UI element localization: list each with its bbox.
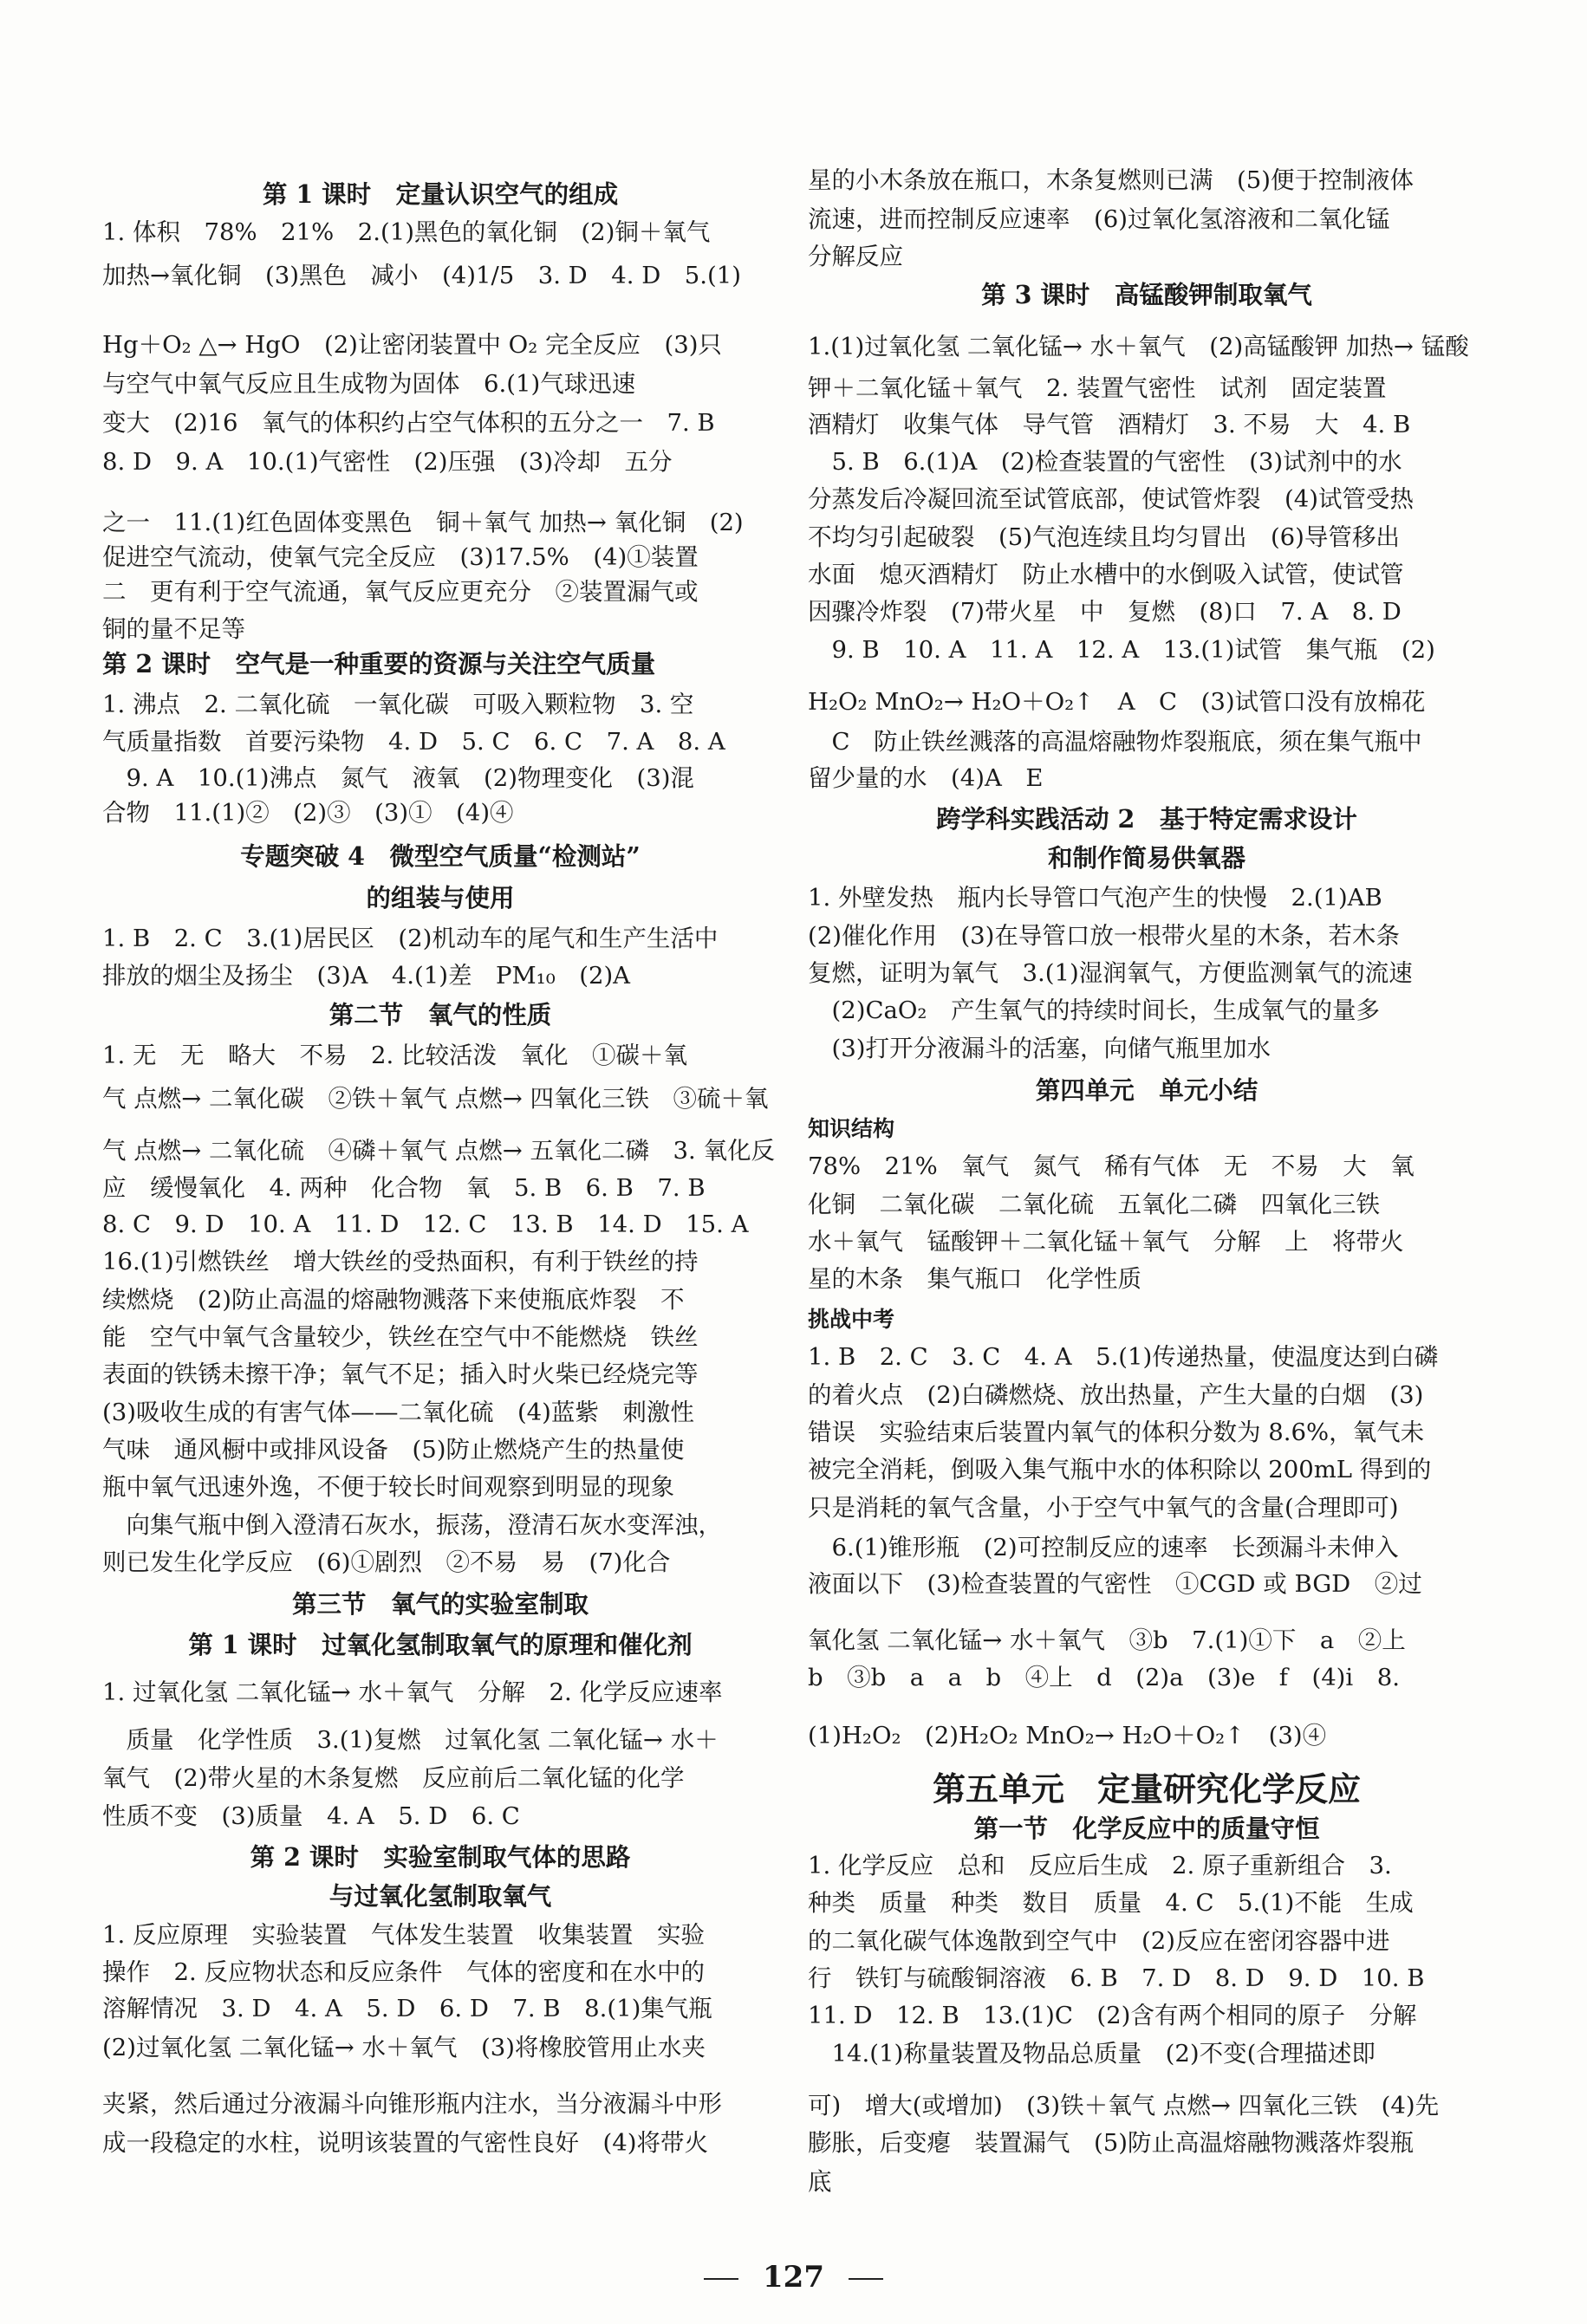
left-heading: 第 2 课时 空气是一种重要的资源与关注空气质量: [102, 649, 656, 678]
left-heading: 第三节 氧气的实验室制取: [291, 1589, 589, 1619]
right-text-line: 流速，进而控制反应速率 (6)过氧化氢溶液和二氧化锰: [808, 205, 1390, 233]
left-text-line: 应 缓慢氧化 4. 两种 化合物 氧 5. B 6. B 7. B: [102, 1174, 706, 1202]
left-text-line: 操作 2. 反应物状态和反应条件 气体的密度和在水中的: [102, 1958, 705, 1986]
left-text-line: 促进空气流动，使氧气完全反应 (3)17.5% (4)①装置: [102, 543, 699, 571]
right-text-line: 水面 熄灭酒精灯 防止水槽中的水倒吸入试管，使试管: [808, 561, 1404, 588]
right-text-line: 1. 化学反应 总和 反应后生成 2. 原子重新组合 3.: [808, 1852, 1392, 1879]
right-text-line: 氧化氢 二氧化锰→ 水＋氧气 ③b 7.(1)①下 a ②上: [808, 1626, 1406, 1654]
left-text-line: 溶解情况 3. D 4. A 5. D 6. D 7. B 8.(1)集气瓶: [102, 1995, 712, 2022]
left-text-line: 向集气瓶中倒入澄清石灰水，振荡，澄清石灰水变浑浊，: [102, 1511, 722, 1539]
right-heading: 第五单元 定量研究化学反应: [932, 1769, 1361, 1808]
left-text-line: 加热→氧化铜 (3)黑色 减小 (4)1/5 3. D 4. D 5.(1): [102, 262, 741, 289]
right-text-line: 水＋氧气 锰酸钾＋二氧化锰＋氧气 分解 上 将带火: [808, 1228, 1404, 1256]
left-text-line: 与空气中氧气反应且生成物为固体 6.(1)气球迅速: [102, 370, 636, 398]
right-heading: 和制作简易供氧器: [1047, 843, 1246, 873]
left-text-line: 8. D 9. A 10.(1)气密性 (2)压强 (3)冷却 五分: [102, 448, 673, 476]
left-text-line: 表面的铁锈未擦干净；氧气不足；插入时火柴已经烧完等: [102, 1360, 699, 1388]
right-text-line: 11. D 12. B 13.(1)C (2)含有两个相同的原子 分解: [808, 2002, 1417, 2029]
right-text-line: 分蒸发后冷凝回流至试管底部，使试管炸裂 (4)试管受热: [808, 485, 1414, 513]
right-text-line: H₂O₂ MnO₂→ H₂O＋O₂↑ A C (3)试管口没有放棉花: [808, 688, 1426, 716]
right-text-line: 种类 质量 种类 数目 质量 4. C 5.(1)不能 生成: [808, 1889, 1414, 1917]
right-text-line: 1. 外壁发热 瓶内长导管口气泡产生的快慢 2.(1)AB: [808, 884, 1382, 912]
right-text-line: 留少量的水 (4)A E: [808, 764, 1044, 792]
left-text-line: 气质量指数 首要污染物 4. D 5. C 6. C 7. A 8. A: [102, 728, 725, 756]
left-text-line: 1. 沸点 2. 二氧化硫 一氧化碳 可吸入颗粒物 3. 空: [102, 691, 694, 718]
right-text-line: 6.(1)锥形瓶 (2)可控制反应的速率 长颈漏斗未伸入: [808, 1534, 1399, 1561]
right-heading: 第一节 化学反应中的质量守恒: [973, 1814, 1320, 1843]
right-text-line: 14.(1)称量装置及物品总质量 (2)不变(合理描述即: [808, 2040, 1376, 2068]
right-heading: 跨学科实践活动 2 基于特定需求设计: [936, 804, 1357, 834]
right-text-line: C 防止铁丝溅落的高温熔融物炸裂瓶底，须在集气瓶中: [808, 728, 1422, 756]
left-text-line: 16.(1)引燃铁丝 增大铁丝的受热面积，有利于铁丝的持: [102, 1248, 699, 1276]
right-text-line: (1)H₂O₂ (2)H₂O₂ MnO₂→ H₂O＋O₂↑ (3)④: [808, 1722, 1327, 1749]
right-text-line: 不均匀引起破裂 (5)气泡连续且均匀冒出 (6)导管移出: [808, 523, 1400, 551]
right-heading: 知识结构: [808, 1116, 895, 1141]
right-text-line: (2)CaO₂ 产生氧气的持续时间长，生成氧气的量多: [808, 996, 1380, 1024]
right-text-line: 被完全消耗，倒吸入集气瓶中水的体积除以 200mL 得到的: [808, 1456, 1432, 1483]
right-text-line: 只是消耗的氧气含量，小于空气中氧气的含量(合理即可): [808, 1494, 1399, 1522]
left-heading: 的组装与使用: [366, 883, 515, 912]
left-text-line: 二 更有利于空气流通，氧气反应更充分 ②装置漏气或: [102, 578, 699, 606]
left-text-line: Hg＋O₂ △→ HgO (2)让密闭装置中 O₂ 完全反应 (3)只: [102, 331, 722, 359]
left-text-line: 9. A 10.(1)沸点 氮气 液氧 (2)物理变化 (3)混: [102, 764, 694, 792]
left-text-line: 8. C 9. D 10. A 11. D 12. C 13. B 14. D 15. A: [102, 1211, 749, 1238]
left-text-line: 夹紧，然后通过分液漏斗向锥形瓶内注水，当分液漏斗中形: [102, 2090, 722, 2118]
right-heading: 第四单元 单元小结: [1035, 1075, 1259, 1105]
left-text-line: 之一 11.(1)红色固体变黑色 铜＋氧气 加热→ 氧化铜 (2): [102, 509, 744, 536]
left-text-line: 气 点燃→ 二氧化硫 ④磷＋氧气 点燃→ 五氧化二磷 3. 氧化反: [102, 1137, 776, 1165]
left-text-line: 1. 过氧化氢 二氧化锰→ 水＋氧气 分解 2. 化学反应速率: [102, 1678, 723, 1706]
right-text-line: 9. B 10. A 11. A 12. A 13.(1)试管 集气瓶 (2): [808, 636, 1435, 664]
right-text-line: (2)催化作用 (3)在导管口放一根带火星的木条，若木条: [808, 922, 1400, 950]
right-heading: 第 3 课时 高锰酸钾制取氧气: [981, 280, 1312, 309]
left-text-line: 合物 11.(1)② (2)③ (3)① (4)④: [102, 799, 514, 827]
right-text-line: 5. B 6.(1)A (2)检查装置的气密性 (3)试剂中的水: [808, 448, 1402, 476]
right-text-line: 行 铁钉与硫酸铜溶液 6. B 7. D 8. D 9. D 10. B: [808, 1964, 1425, 1992]
right-text-line: b ③b a a b ④上 d (2)a (3)e f (4)i 8.: [808, 1664, 1400, 1691]
right-heading: 挑战中考: [808, 1307, 895, 1332]
footer-dash-left: [704, 2278, 738, 2280]
right-text-line: 1. B 2. C 3. C 4. A 5.(1)传递热量，使温度达到白磷: [808, 1343, 1439, 1371]
left-text-line: 氧气 (2)带火星的木条复燃 反应前后二氧化锰的化学: [102, 1764, 685, 1792]
left-heading: 第二节 氧气的性质: [328, 1000, 552, 1029]
left-heading: 第 1 课时 定量认识空气的组成: [262, 179, 619, 209]
right-text-line: 分解反应: [808, 243, 903, 270]
page-number: 127: [763, 2260, 824, 2295]
left-text-line: 性质不变 (3)质量 4. A 5. D 6. C: [102, 1802, 520, 1830]
right-text-line: 星的小木条放在瓶口，木条复燃则已满 (5)便于控制液体: [808, 166, 1414, 194]
left-text-line: 铜的量不足等: [102, 615, 245, 643]
left-heading: 专题突破 4 微型空气质量“检测站”: [240, 841, 641, 871]
right-text-line: 因骤冷炸裂 (7)带火星 中 复燃 (8)口 7. A 8. D: [808, 598, 1402, 626]
left-text-line: 续燃烧 (2)防止高温的熔融物溅落下来使瓶底炸裂 不: [102, 1286, 685, 1314]
footer-dash-right: [849, 2278, 883, 2280]
left-text-line: 质量 化学性质 3.(1)复燃 过氧化氢 二氧化锰→ 水＋: [102, 1726, 719, 1754]
left-text-line: 1. B 2. C 3.(1)居民区 (2)机动车的尾气和生产生活中: [102, 925, 719, 952]
right-text-line: 的二氧化碳气体逸散到空气中 (2)反应在密闭容器中进: [808, 1927, 1390, 1955]
left-text-line: 瓶中氧气迅速外逸，不便于较长时间观察到明显的现象: [102, 1473, 674, 1501]
left-text-line: 成一段稳定的水柱，说明该装置的气密性良好 (4)将带火: [102, 2129, 708, 2157]
right-text-line: 星的木条 集气瓶口 化学性质: [808, 1265, 1141, 1293]
left-text-line: 能 空气中氧气含量较少，铁丝在空气中不能燃烧 铁丝: [102, 1323, 699, 1351]
page-number-footer: [0, 2260, 1587, 2295]
right-text-line: 底: [808, 2168, 832, 2196]
right-text-line: 钾＋二氧化锰＋氧气 2. 装置气密性 试剂 固定装置: [808, 374, 1387, 402]
left-heading: 与过氧化氢制取氧气: [328, 1881, 552, 1911]
right-text-line: 液面以下 (3)检查装置的气密性 ①CGD 或 BGD ②过: [808, 1570, 1422, 1598]
right-text-line: 酒精灯 收集气体 导气管 酒精灯 3. 不易 大 4. B: [808, 411, 1411, 438]
left-heading: 第 1 课时 过氧化氢制取氧气的原理和催化剂: [188, 1630, 693, 1659]
left-heading: 第 2 课时 实验室制取气体的思路: [250, 1842, 631, 1872]
right-text-line: 1.(1)过氧化氢 二氧化锰→ 水＋氧气 (2)高锰酸钾 加热→ 锰酸: [808, 333, 1469, 360]
right-text-line: 复燃，证明为氧气 3.(1)湿润氧气，方便监测氧气的流速: [808, 959, 1413, 987]
left-text-line: 排放的烟尘及扬尘 (3)A 4.(1)差 PM₁₀ (2)A: [102, 962, 631, 990]
left-text-line: 气 点燃→ 二氧化碳 ②铁＋氧气 点燃→ 四氧化三铁 ③硫＋氧: [102, 1085, 769, 1113]
right-text-line: 78% 21% 氧气 氮气 稀有气体 无 不易 大 氧: [808, 1152, 1415, 1180]
right-text-line: 可) 增大(或增加) (3)铁＋氧气 点燃→ 四氧化三铁 (4)先: [808, 2092, 1440, 2120]
right-text-line: 错误 实验结束后装置内氧气的体积分数为 8.6%，氧气未: [808, 1418, 1425, 1446]
left-text-line: (2)过氧化氢 二氧化锰→ 水＋氧气 (3)将橡胶管用止水夹: [102, 2034, 706, 2061]
right-text-line: 化铜 二氧化碳 二氧化硫 五氧化二磷 四氧化三铁: [808, 1191, 1380, 1218]
right-text-line: 膨胀，后变瘪 装置漏气 (5)防止高温熔融物溅落炸裂瓶: [808, 2129, 1414, 2157]
left-text-line: (3)吸收生成的有害气体——二氧化硫 (4)蓝紫 刺激性: [102, 1399, 694, 1426]
left-text-line: 则已发生化学反应 (6)①剧烈 ②不易 易 (7)化合: [102, 1548, 671, 1576]
left-text-line: 1. 体积 78% 21% 2.(1)黑色的氧化铜 (2)铜＋氧气: [102, 218, 711, 246]
right-text-line: 的着火点 (2)白磷燃烧、放出热量，产生大量的白烟 (3): [808, 1381, 1424, 1409]
left-text-line: 变大 (2)16 氧气的体积约占空气体积的五分之一 7. B: [102, 409, 715, 437]
right-text-line: (3)打开分液漏斗的活塞，向储气瓶里加水: [808, 1035, 1271, 1062]
left-text-line: 气味 通风橱中或排风设备 (5)防止燃烧产生的热量使: [102, 1436, 685, 1464]
left-text-line: 1. 无 无 略大 不易 2. 比较活泼 氧化 ①碳＋氧: [102, 1042, 687, 1069]
left-text-line: 1. 反应原理 实验装置 气体发生装置 收集装置 实验: [102, 1921, 705, 1949]
